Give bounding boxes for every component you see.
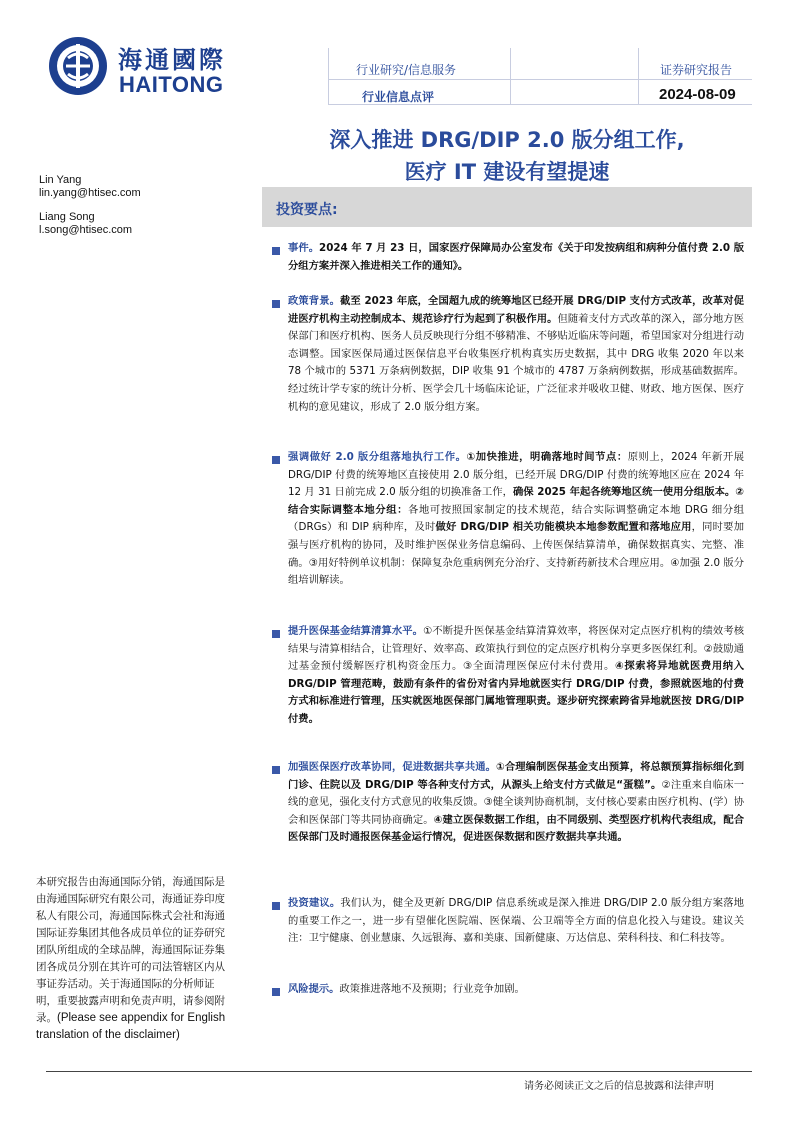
author-email[interactable]: l.song@htisec.com bbox=[39, 224, 133, 236]
report-date: 2024-08-09 bbox=[659, 86, 736, 103]
bullet-icon bbox=[272, 456, 280, 464]
bullet-icon bbox=[272, 300, 280, 308]
key-point-bold: ④探索将异地就医费用纳入 DRG/DIP 管理范畴，鼓励有条件的省份对省内异地就医实行 DRG/DIP 付费，参照就医地的付费方式和标准进行管理，压实就医地医保部门属地管理职责。逐步研究探索跨省异地就医按 DRG/DIP 付费。 bbox=[288, 660, 745, 725]
disclaimer-cn: 本研究报告由海通国际分销，海通国际是由海通国际研究有限公司，海通证券印度私人有限公司，海通国际株式会社和海通国际证券集团其他各成员单位的证券研究团队所组成的全球品牌，海通国际证券集团各成员分别在其许可的司法管辖区内从事证券活动。关于海通国际的分析师证明，重要披露声明和免责声明，请参阅附录。 bbox=[36, 876, 225, 1024]
bullet-icon bbox=[272, 902, 280, 910]
header-divider bbox=[328, 48, 329, 104]
key-point-text: ①不断提升医保基金结算清算效率，将医保对定点医疗机构的绩效考核结果与清算相结合，让管理好、效率高、政策执行到位的定点医疗机构分享更多医保红利。②鼓励通过基金预付缓解医疗机构资金压力。③全面清理医保应付未付费用。 bbox=[288, 625, 745, 673]
report-category: 行业研究/信息服务 bbox=[356, 63, 457, 77]
disclaimer-en: (Please see appendix for English translation of the disclaimer) bbox=[36, 1012, 226, 1041]
author-email[interactable]: lin.yang@htisec.com bbox=[39, 187, 141, 199]
footer-note: 请务必阅读正文之后的信息披露和法律声明 bbox=[524, 1081, 714, 1092]
key-point-investment-advice bbox=[288, 895, 744, 948]
key-point-lead: 强调做好 2.0 版分组落地执行工作。 bbox=[288, 451, 467, 463]
key-points-title: 投资要点: bbox=[276, 202, 338, 218]
bullet-icon bbox=[272, 630, 280, 638]
disclaimer bbox=[36, 874, 228, 1044]
key-point-bold: 确保 2025 年起各统筹地区统一使用分组版本。②结合实际调整本地分组： bbox=[288, 486, 745, 516]
header-divider bbox=[638, 48, 639, 104]
key-point-bold: ④建立医保数据工作组，由不同级别、类型医疗机构代表组成，配合医保部门及时通报医保基金运行情况，促进医保数据和医疗数据共享共通。 bbox=[288, 813, 745, 844]
key-point-implementation bbox=[288, 449, 744, 590]
header-divider bbox=[328, 79, 752, 80]
key-point-bold: 截至 2023 年底，全国超九成的统筹地区已经开展 DRG/DIP 支付方式改革，改革对促进医疗机构主动控制成本、规范诊疗行为起到了积极作用。 bbox=[288, 295, 744, 325]
page-title-line1: 深入推进 DRG/DIP 2.0 版分组工作, bbox=[329, 128, 685, 152]
footer-divider bbox=[46, 1071, 752, 1072]
bullet-icon bbox=[272, 247, 280, 255]
key-point-text: 政策推进落地不及预期；行业竞争加剧。 bbox=[339, 983, 525, 995]
author-name: Liang Song bbox=[39, 211, 95, 223]
key-point-policy-background bbox=[288, 293, 744, 416]
key-point-text: ，同时要加强与医疗机构的协同，及时维护医保业务信息编码、上传医保结算清单，确保数据真实、完整、准确。③用好特例单议机制：保障复杂危重病例充分治疗、支持新药新技术合理应用。④加强 2.0 版分组培训解读。 bbox=[288, 521, 744, 587]
key-point-bold: ①合理编制医保基金支出预算，将总额预算指标细化到门诊、住院以及 DRG/DIP 等各种支付方式，从源头上给支付方式做足“蛋糕”。 bbox=[288, 761, 745, 791]
key-point-lead: 提升医保基金结算清算水平。 bbox=[288, 625, 424, 637]
key-point-event bbox=[288, 240, 744, 275]
header-divider bbox=[510, 48, 511, 104]
key-point-lead: 投资建议。 bbox=[288, 897, 341, 909]
key-point-bold: ①加快推进，明确落地时间节点： bbox=[466, 451, 628, 463]
key-point-text: ②注重来自临床一线的意见，强化支付方式意见的收集反馈。③健全谈判协商机制，支付核心要素由医疗机构、(学）协会和医保部门等共同协商确定。 bbox=[288, 778, 745, 826]
bullet-icon bbox=[272, 766, 280, 774]
logo-english: HAITONG bbox=[119, 72, 224, 97]
page-title-line2: 医疗 IT 建设有望提速 bbox=[404, 160, 610, 184]
key-point-settlement bbox=[288, 623, 744, 729]
haitong-logo-icon bbox=[48, 36, 108, 96]
document-type: 证券研究报告 bbox=[660, 63, 733, 77]
report-type: 行业信息点评 bbox=[362, 90, 435, 104]
author-name: Lin Yang bbox=[39, 174, 82, 186]
key-point-lead: 事件。 bbox=[288, 242, 320, 254]
key-point-text: 原则上，2024 年新开展 DRG/DIP 付费的统筹地区直接使用 2.0 版分组，已经开展 DRG/DIP 付费的统筹地区应在 2024 年 12 月 31 日前完成 2.0 版分组的切换准备工作， bbox=[288, 451, 744, 499]
key-point-bold: 2024 年 7 月 23 日，国家医疗保障局办公室发布《关于印发按病组和病种分值付费 2.0 版分组方案并深入推进相关工作的通知》。 bbox=[288, 242, 744, 272]
key-point-text: 我们认为，健全及更新 DRG/DIP 信息系统或是深入推进 DRG/DIP 2.0 版分组方案落地的重要工作之一，进一步有望催化医院端、医保端、公卫端等全方面的信息化投入与建设。建议关注：卫宁健康、创业慧康、久远银海、嘉和美康、国新健康、万达信息、荣科科技、和仁科技等。 bbox=[288, 897, 745, 945]
bullet-icon bbox=[272, 988, 280, 996]
key-point-risk bbox=[288, 981, 744, 999]
key-point-coordination bbox=[288, 759, 744, 847]
key-point-lead: 政策背景。 bbox=[288, 295, 341, 307]
logo-chinese: 海通國際 bbox=[118, 45, 226, 74]
key-point-bold: 做好 DRG/DIP 相关功能模块本地参数配置和落地应用 bbox=[435, 521, 692, 534]
key-point-lead: 风险提示。 bbox=[288, 983, 340, 995]
key-point-text: 各地可按照国家制定的技术规范，结合实际调整确定本地 DRG 细分组（DRGs）和 DIP 病种库，及时 bbox=[288, 503, 745, 534]
key-point-text: 但随着支付方式改革的深入，部分地方医保部门和医疗机构、医务人员反映现行分组不够精准、不够贴近临床等问题，希望国家对分组进行动态调整。国家医保局通过医保信息平台收集医疗机构真实历史数据，其中 DRG 收集 2020 年以来 78 个城市的 5371 万条病例数据，DIP 收集 91 个城市的 4787 万条病例数据，形成基础数据库。经过统计学专家的统计分析、医学会几十场临床论证，广泛征求并吸收卫健、财政、地方医保、医疗机构的意见建议，形成了 2.0 版分组方案。 bbox=[288, 312, 745, 413]
key-point-lead: 加强医保医疗改革协同，促进数据共享共通。 bbox=[288, 761, 497, 773]
